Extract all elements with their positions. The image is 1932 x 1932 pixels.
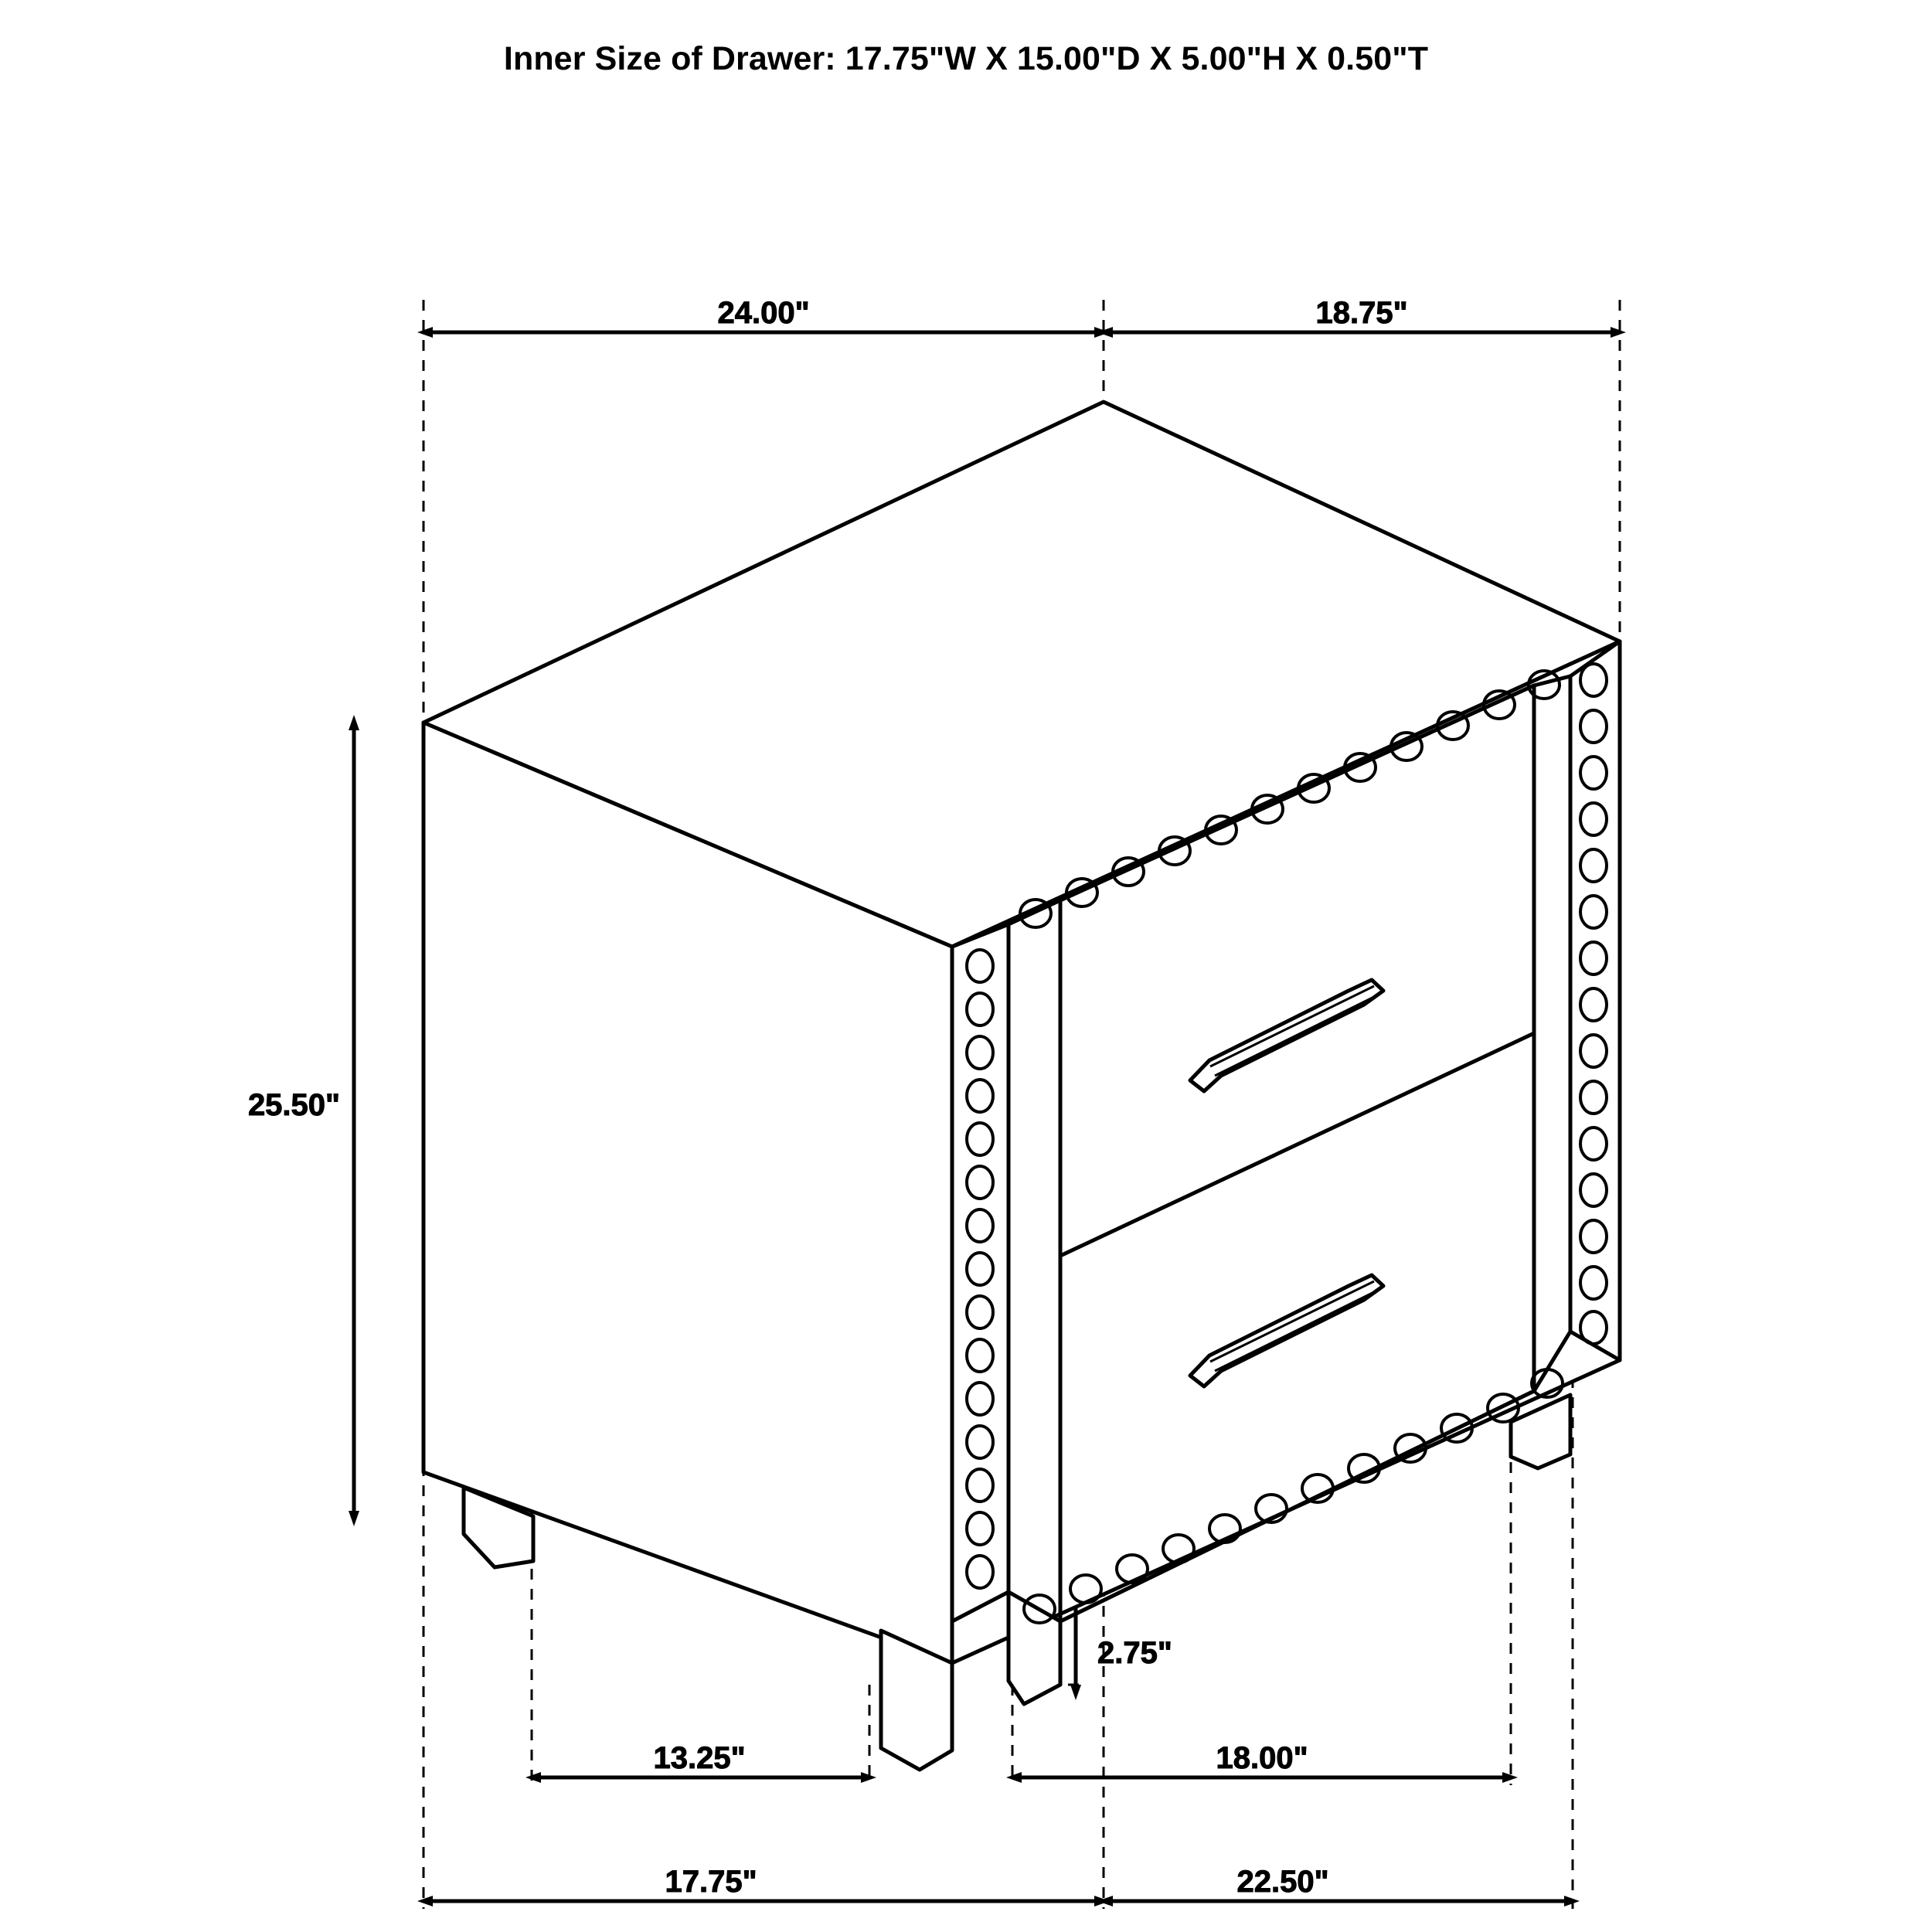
nightstand-illustration — [423, 402, 1620, 1770]
dimension-label-top-right: 18.75" — [1315, 296, 1408, 330]
dimension-height — [248, 730, 354, 1511]
dimension-bottom-outer-right — [1113, 1865, 1564, 1901]
dimension-bottom-inner-left — [541, 1741, 861, 1777]
dimension-label-height: 25.50" — [247, 1088, 340, 1122]
dimension-bottom-outer-left — [433, 1865, 1094, 1901]
dimension-label-leg-height: 2.75" — [1097, 1636, 1172, 1670]
dimension-label-bottom-outer-left: 17.75" — [665, 1865, 757, 1899]
dimension-label-bottom-inner-left: 13.25" — [653, 1741, 746, 1775]
dimension-bottom-inner-right — [1022, 1741, 1502, 1777]
dimension-top-right — [1113, 296, 1611, 332]
dimension-label-top-left: 24.00" — [717, 296, 810, 330]
page-title: Inner Size of Drawer: 17.75"W X 15.00"D X 5.00"H X 0.50"T — [503, 40, 1429, 77]
dimension-top-left — [433, 296, 1094, 332]
dimension-label-bottom-outer-right: 22.50" — [1236, 1865, 1329, 1899]
dimension-label-bottom-inner-right: 18.00" — [1216, 1741, 1308, 1775]
